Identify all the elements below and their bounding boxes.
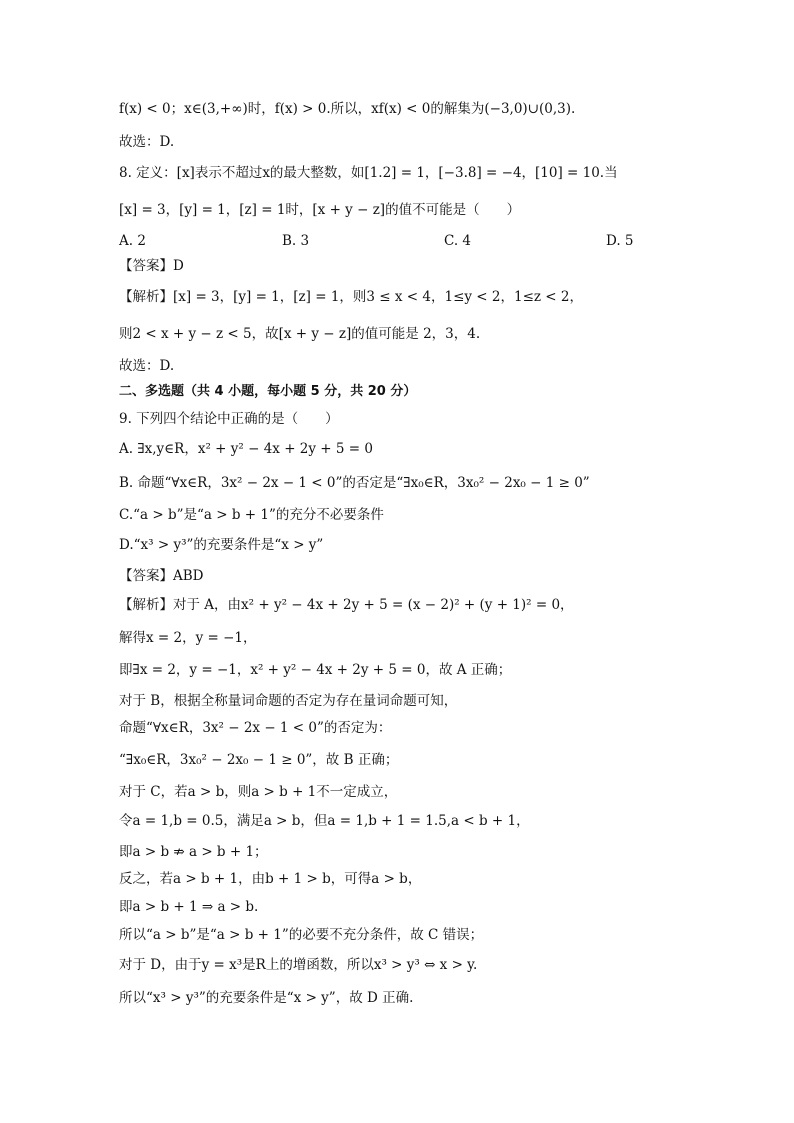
text-line: 故选：D.	[119, 358, 175, 374]
analysis-line: 所以“a > b”是“a > b + 1”的必要不充分条件，故 C 错误；	[119, 927, 484, 943]
answer-label: 【答案】ABD	[119, 568, 204, 584]
analysis-line: 即∃x = 2，y = −1，x² + y² − 4x + 2y + 5 = 0，故 A 正确；	[119, 662, 512, 678]
analysis-line: 解得x = 2，y = −1，	[119, 630, 257, 646]
analysis-line: 命题“∀x∈R，3x² − 2x − 1 < 0”的否定为：	[119, 720, 392, 736]
question-9-option-c: C.“a > b”是“a > b + 1”的充分不必要条件	[119, 507, 384, 523]
option-c: C. 4	[444, 233, 472, 249]
answer-label: 【答案】D	[119, 258, 184, 274]
analysis-line: 即a > b ⇏ a > b + 1；	[119, 844, 268, 860]
analysis-line: 反之，若a > b + 1，由b + 1 > b，可得a > b，	[119, 871, 422, 887]
text-line: f(x) < 0；x∈(3,+∞)时，f(x) > 0.所以，xf(x) < 0的解集为(−3,0)∪(0,3).	[119, 101, 576, 117]
question-9-option-d: D.“x³ > y³”的充要条件是“x > y”	[119, 537, 324, 553]
analysis-line: 对于 B，根据全称量词命题的否定为存在量词命题可知，	[119, 693, 458, 709]
question-9-stem: 9. 下列四个结论中正确的是（ ）	[119, 411, 339, 427]
analysis-line: 即a > b + 1 ⇒ a > b.	[119, 899, 259, 915]
analysis-line: 对于 D，由于y = x³是R上的增函数，所以x³ > y³ ⇔ x > y.	[119, 957, 478, 973]
section-heading: 二、多选题（共 4 小题，每小题 5 分，共 20 分）	[119, 384, 417, 399]
question-8-stem-cont: [x] = 3，[y] = 1，[z] = 1时，[x + y − z]的值不可能是（ ）	[119, 202, 521, 218]
analysis-line: 则2 < x + y − z < 5，故[x + y − z]的值可能是 2，3，4.	[119, 326, 481, 342]
analysis-line: “∃x₀∈R，3x₀² − 2x₀ − 1 ≥ 0”，故 B 正确；	[119, 752, 399, 768]
analysis-line: 令a = 1,b = 0.5，满足a > b，但a = 1,b + 1 = 1.5,a < b + 1，	[119, 813, 530, 829]
text-line: 故选：D.	[119, 134, 175, 150]
analysis-line: 【解析】[x] = 3，[y] = 1，[z] = 1，则3 ≤ x < 4，1≤y < 2，1≤z < 2，	[119, 289, 583, 305]
question-9-option-b: B. 命题“∀x∈R，3x² − 2x − 1 < 0”的否定是“∃x₀∈R，3x₀² − 2x₀ − 1 ≥ 0”	[119, 475, 590, 491]
question-9-option-a: A. ∃x,y∈R，x² + y² − 4x + 2y + 5 = 0	[119, 441, 373, 457]
analysis-line: 【解析】对于 A，由x² + y² − 4x + 2y + 5 = (x − 2)² + (y + 1)² = 0，	[119, 597, 574, 613]
option-d: D. 5	[606, 233, 634, 249]
question-8-stem: 8. 定义：[x]表示不超过x的最大整数，如[1.2] = 1，[−3.8] = −4，[10] = 10.当	[119, 165, 618, 181]
analysis-line: 所以“x³ > y³”的充要条件是“x > y”，故 D 正确.	[119, 990, 414, 1006]
option-a: A. 2	[119, 233, 146, 249]
option-b: B. 3	[282, 233, 310, 249]
analysis-line: 对于 C，若a > b，则a > b + 1不一定成立，	[119, 784, 398, 800]
